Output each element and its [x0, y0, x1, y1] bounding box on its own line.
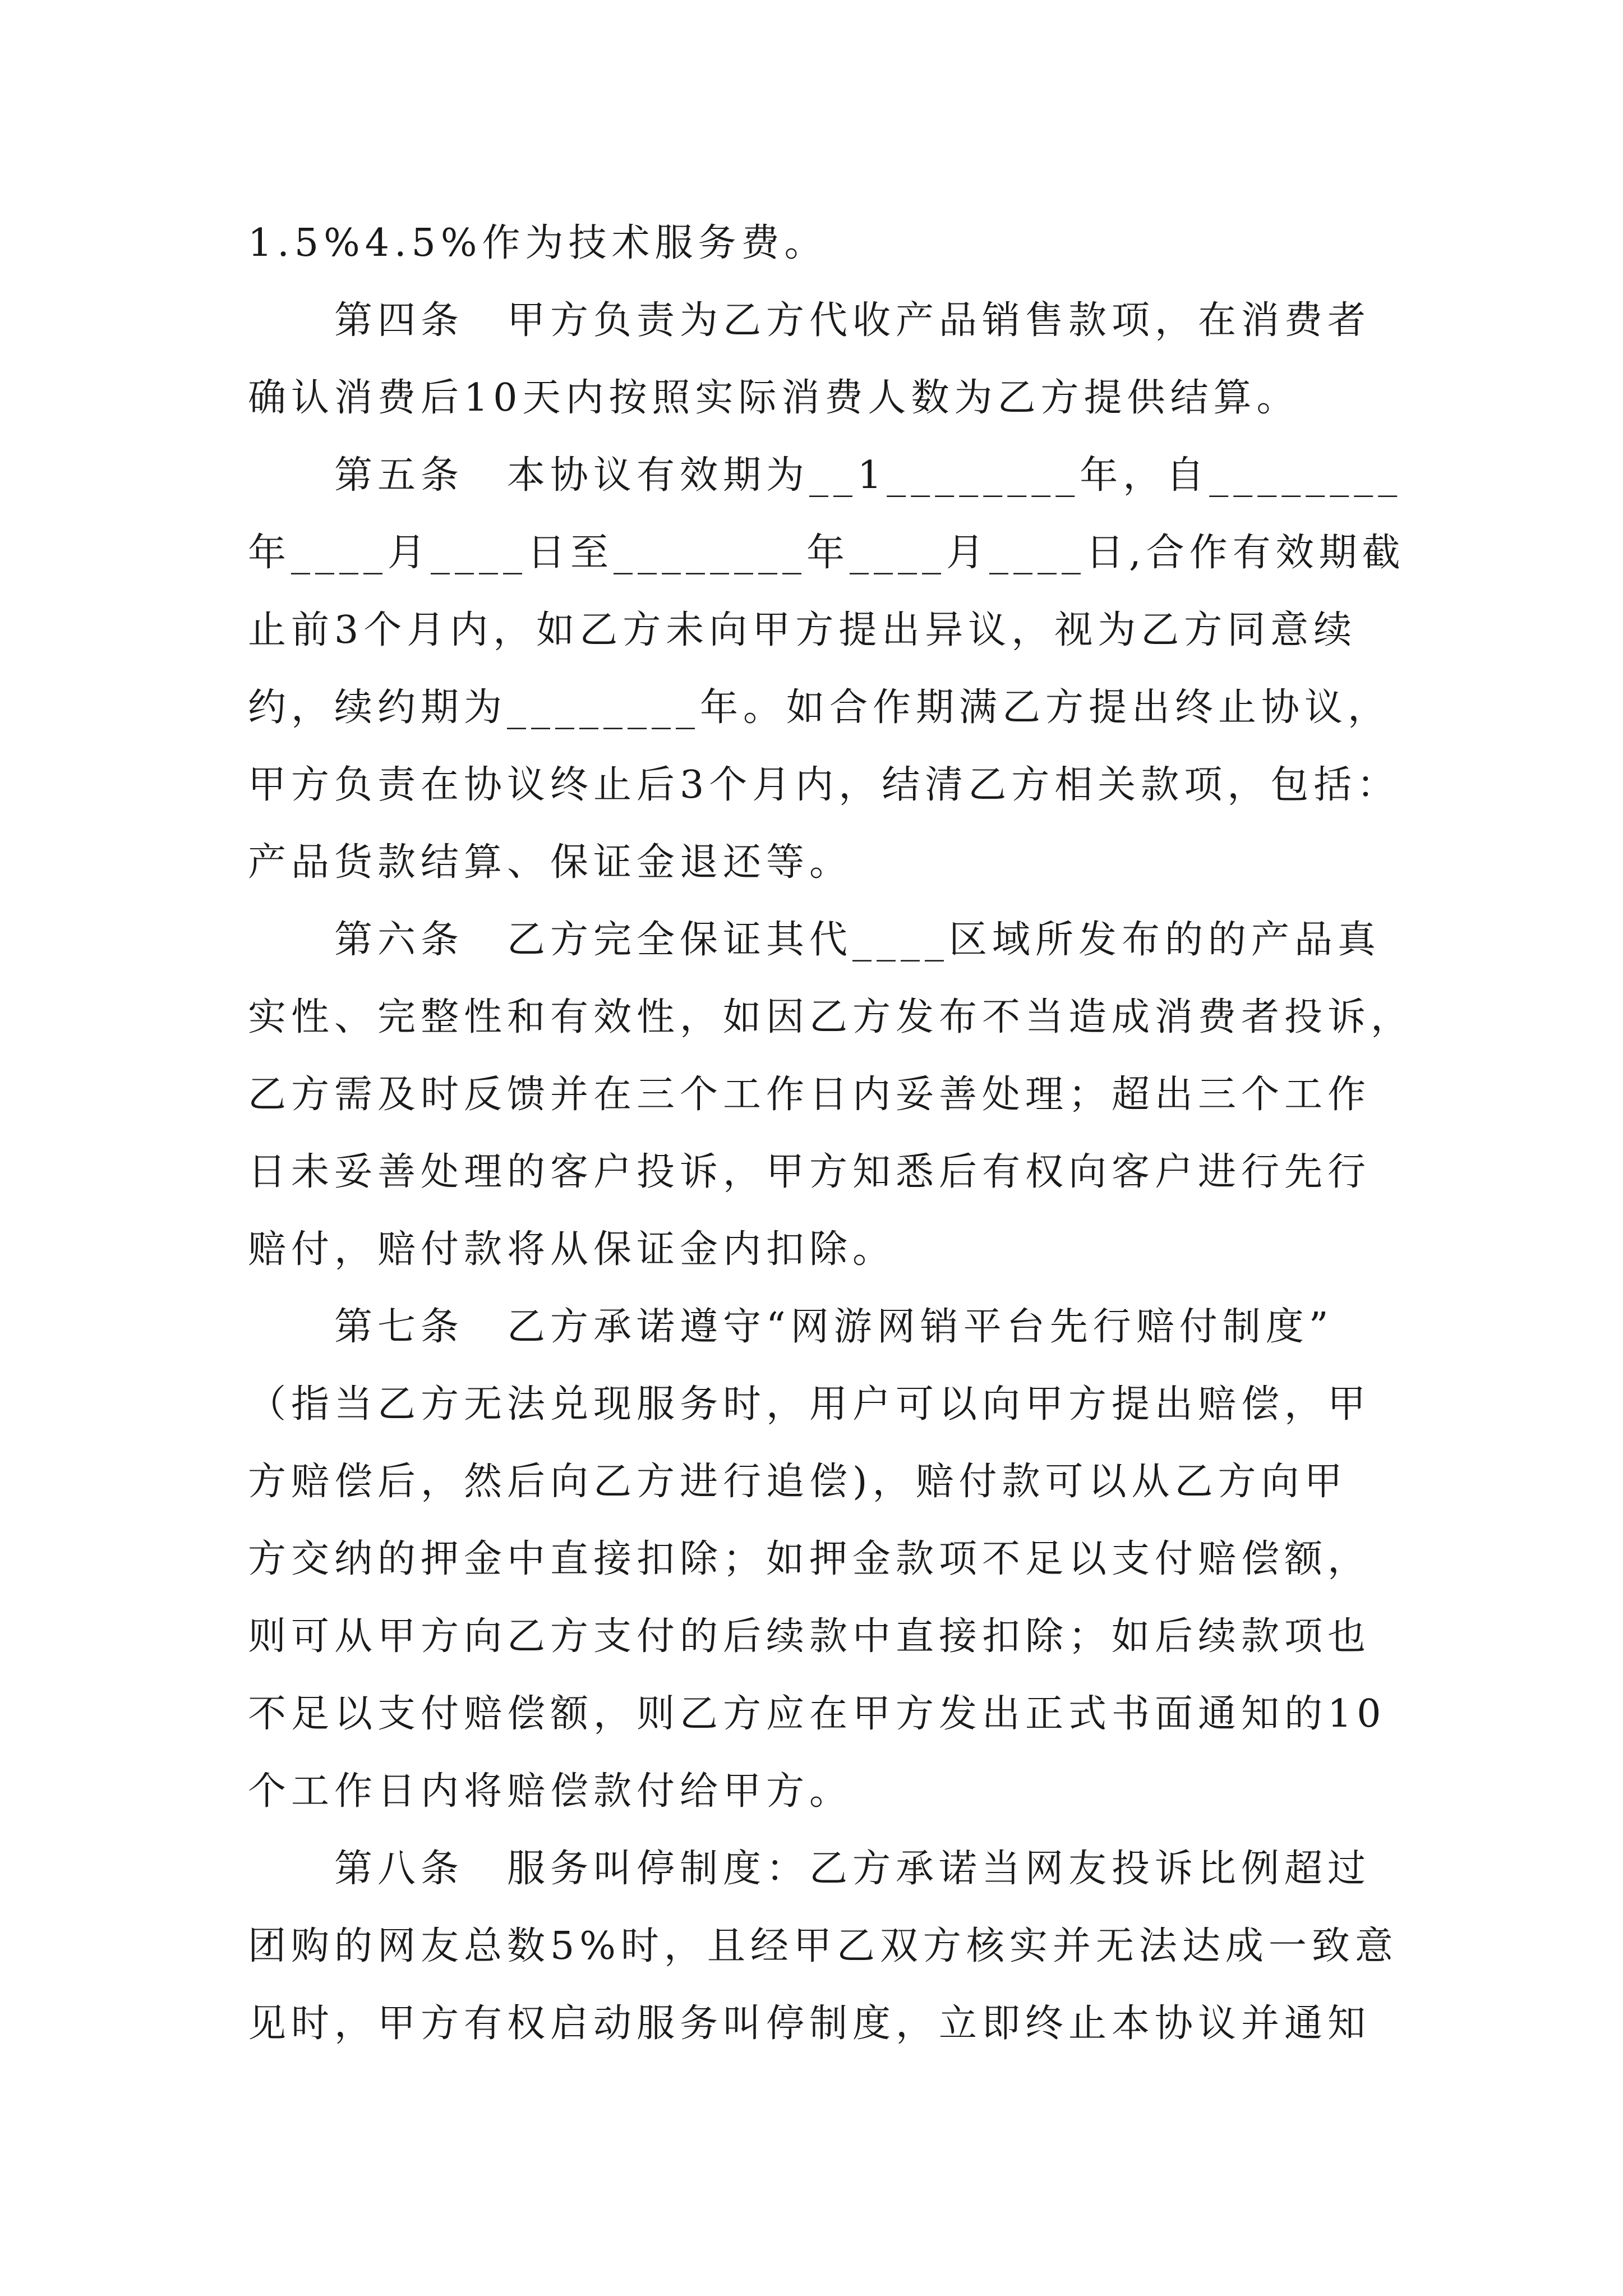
text-line: 乙方需及时反馈并在三个工作日内妥善处理；超出三个工作 [248, 1073, 1371, 1117]
text-line: 确认消费后10天内按照实际消费人数为乙方提供结算。 [248, 376, 1300, 420]
text-line: 1.5%4.5%作为技术服务费。 [248, 221, 828, 265]
text-line: 方交纳的押金中直接扣除；如押金款项不足以支付赔偿额， [248, 1537, 1371, 1581]
article-4-heading-line: 第四条 甲方负责为乙方代收产品销售款项，在消费者 [334, 298, 1371, 343]
text-line: 实性、完整性和有效性，如因乙方发布不当造成消费者投诉， [248, 995, 1414, 1039]
text-line: 赔付，赔付款将从保证金内扣除。 [248, 1227, 896, 1272]
text-line: 团购的网友总数5%时，且经甲乙双方核实并无法达成一致意 [248, 1924, 1398, 1968]
text-line: 甲方负责在协议终止后3个月内，结清乙方相关款项，包括： [248, 763, 1400, 807]
text-line: 见时，甲方有权启动服务叫停制度，立即终止本协议并通知 [248, 2001, 1371, 2046]
text-line: 方赔偿后，然后向乙方进行追偿)，赔付款可以从乙方向甲 [248, 1460, 1348, 1504]
text-line: 年____月____日至________年____月____日,合作有效期截 [248, 531, 1405, 575]
text-line: 产品货款结算、保证金退还等。 [248, 840, 853, 885]
text-line: 个工作日内将赔偿款付给甲方。 [248, 1769, 853, 1814]
text-line: 日未妥善处理的客户投诉，甲方知悉后有权向客户进行先行 [248, 1150, 1371, 1194]
article-8-heading-line: 第八条 服务叫停制度：乙方承诺当网友投诉比例超过 [334, 1847, 1371, 1891]
article-5-heading-line: 第五条 本协议有效期为__1________年，自________ [334, 453, 1403, 498]
text-line: 不足以支付赔偿额，则乙方应在甲方发出正式书面通知的10 [248, 1692, 1386, 1736]
text-line: 止前3个月内，如乙方未向甲方提出异议，视为乙方同意续 [248, 608, 1357, 652]
text-line: （指当乙方无法兑现服务时，用户可以向甲方提出赔偿，甲 [248, 1382, 1371, 1427]
article-7-heading-line: 第七条 乙方承诺遵守“网游网销平台先行赔付制度” [334, 1305, 1334, 1349]
text-line: 则可从甲方向乙方支付的后续款中直接扣除；如后续款项也 [248, 1614, 1371, 1659]
article-6-heading-line: 第六条 乙方完全保证其代____区域所发布的的产品真 [334, 918, 1381, 962]
text-line: 约，续约期为________年。如合作期满乙方提出终止协议， [248, 685, 1391, 730]
